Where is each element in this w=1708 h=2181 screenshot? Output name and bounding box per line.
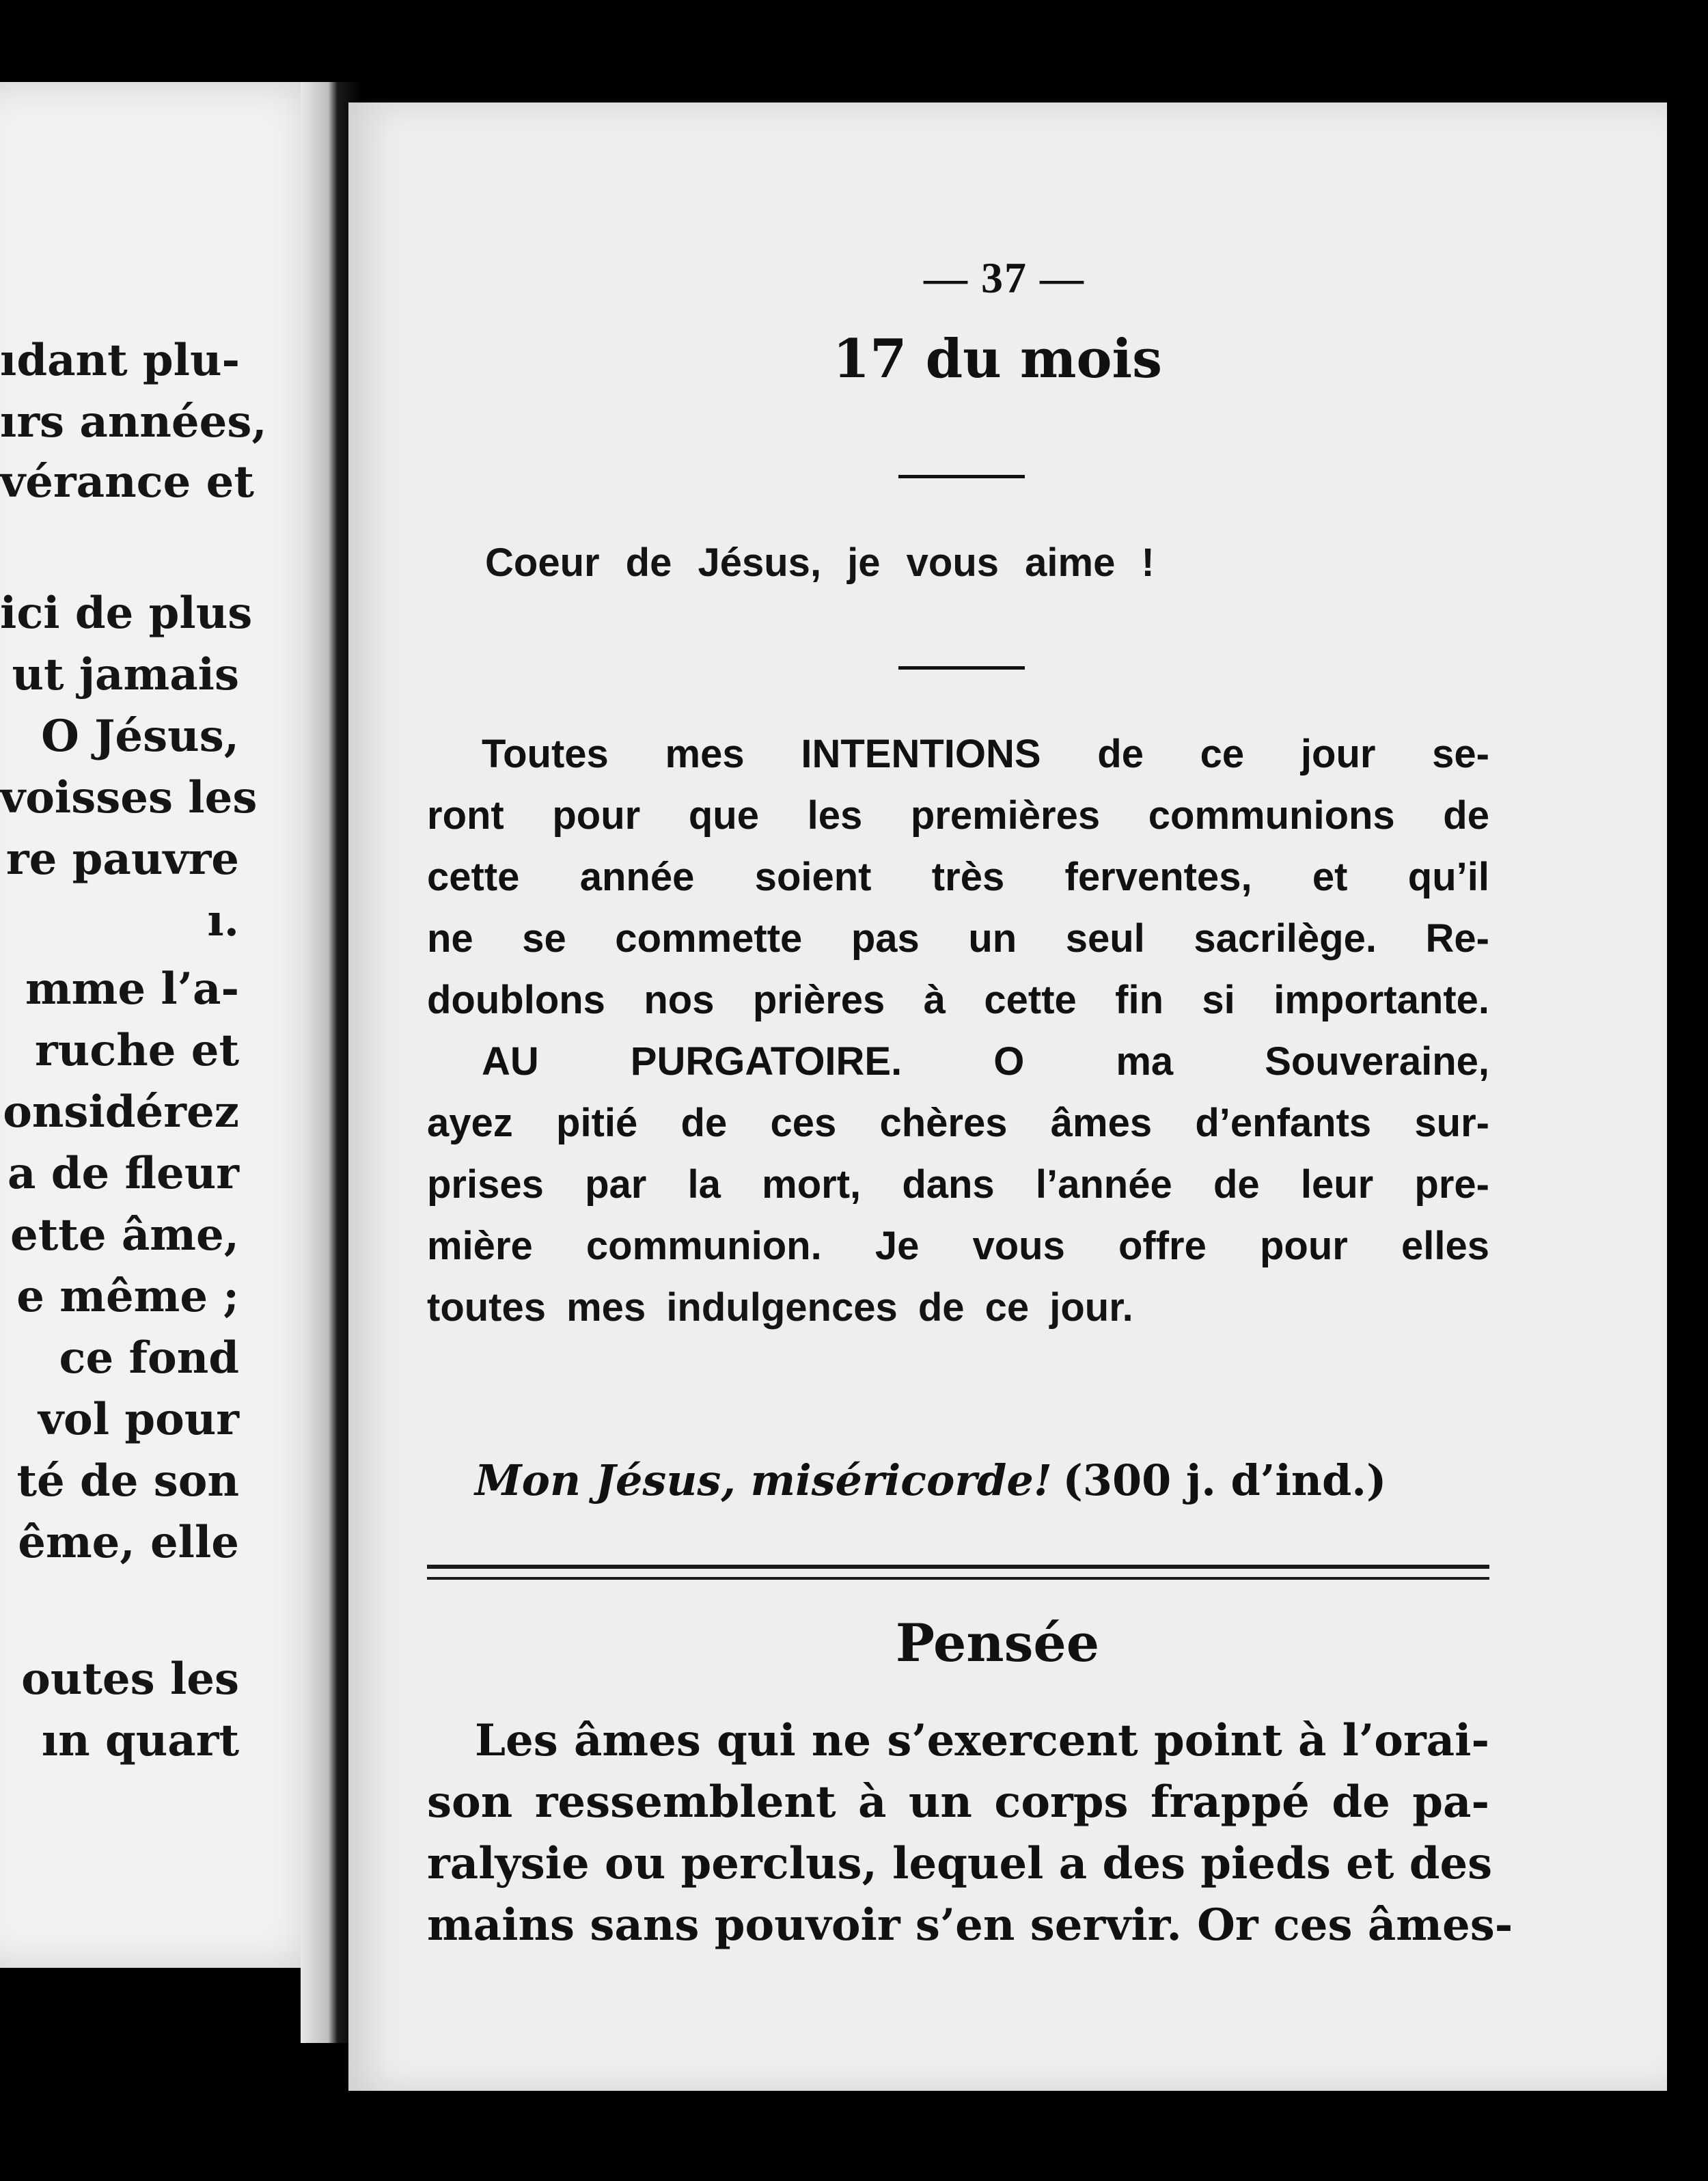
short-prayer [475, 1455, 1386, 1506]
left-line: ici de plus [0, 588, 253, 639]
left-line: ette âme, [10, 1209, 239, 1261]
left-line: vérance et [0, 456, 254, 508]
left-line: ruche et [34, 1025, 239, 1076]
purgatoire-line: ayez pitié de ces chères âmes d’enfants sur- [427, 1101, 1489, 1145]
double-divider-top [427, 1565, 1489, 1569]
left-line: a de fleur [8, 1148, 239, 1199]
purgatoire-line: prises par la mort, dans l’année de leur pre- [427, 1162, 1489, 1207]
left-line: ı. [207, 895, 239, 946]
left-line: O Jésus, [41, 711, 239, 762]
left-line: ın quart [41, 1715, 239, 1766]
intentions-line: cette année soient très ferventes, et qu’il [427, 855, 1489, 899]
left-line: ırs années, [0, 396, 267, 448]
indulgence-note: (300 j. d’ind.) [1062, 1455, 1387, 1505]
left-line: té de son [16, 1455, 239, 1507]
intentions-line: doublons nos prières à cette fin si importante. [427, 978, 1489, 1022]
left-line: e même ; [16, 1271, 239, 1322]
intentions-line: ront pour que les premières communions de [427, 793, 1489, 838]
purgatoire-line: AU PURGATOIRE. O ma Souveraine, [482, 1039, 1489, 1084]
purgatoire-line: mière communion. Je vous offre pour elles [427, 1224, 1489, 1268]
day-title: 17 du mois [832, 328, 1163, 390]
right-page [348, 102, 1667, 2091]
left-line: voisses les [0, 772, 258, 823]
purgatoire-line: toutes mes indulgences de ce jour. [427, 1285, 1133, 1330]
left-line: ême, elle [18, 1517, 239, 1568]
short-divider [898, 666, 1025, 670]
page-number: — 37 — [924, 253, 1085, 302]
left-line: vol pour [38, 1394, 239, 1445]
double-divider-bottom [427, 1577, 1489, 1580]
left-line: ce fond [59, 1332, 239, 1384]
left-page-fragment [0, 82, 335, 1968]
pensee-line: mains sans pouvoir s’en servir. Or ces âmes- [427, 1899, 1513, 1951]
scan-speck [915, 10, 925, 17]
short-divider [898, 475, 1025, 478]
prayer-text: Mon Jésus, miséricorde! [475, 1455, 1052, 1505]
invocation: Coeur de Jésus, je vous aime ! [485, 540, 1155, 585]
pensee-title: Pensée [895, 1613, 1100, 1673]
pensee-line: ralysie ou perclus, lequel a des pieds et des [427, 1838, 1493, 1889]
intentions-line: Toutes mes INTENTIONS de ce jour se- [482, 732, 1489, 776]
pensee-line: Les âmes qui ne s’exercent point à l’orai- [475, 1715, 1489, 1766]
left-line: outes les [21, 1654, 239, 1705]
pensee-line: son ressemblent à un corps frappé de pa- [427, 1777, 1489, 1828]
intentions-line: ne se commette pas un seul sacrilège. Re- [427, 916, 1489, 961]
left-line: re pauvre [5, 834, 239, 885]
left-line: ıdant plu- [0, 335, 240, 386]
left-line: mme l’a- [25, 963, 239, 1015]
scan-speck [1500, 61, 1505, 67]
left-line: ut jamais [12, 649, 239, 700]
left-line: onsidérez [3, 1086, 239, 1138]
